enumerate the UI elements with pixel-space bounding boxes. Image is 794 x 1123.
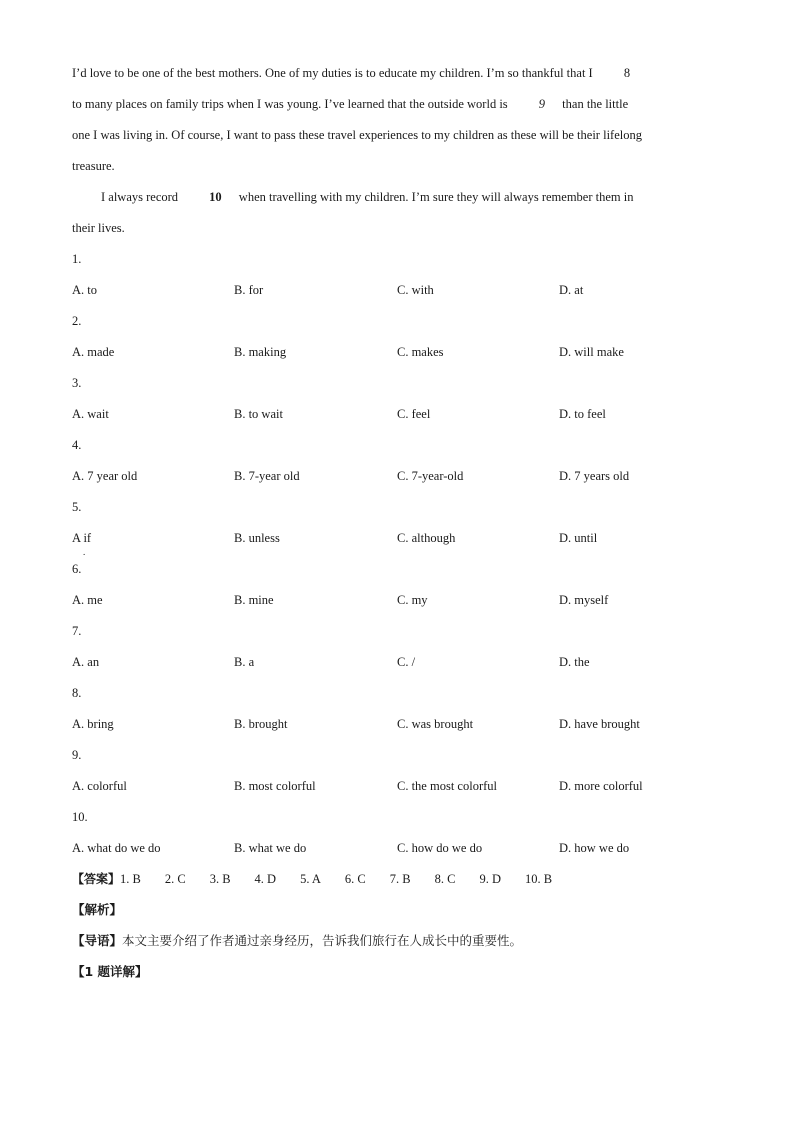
option-row: [72, 403, 722, 434]
option-d: D. at: [559, 283, 584, 297]
blank-9: 9: [538, 97, 546, 111]
option-d: D. how we do: [559, 841, 630, 855]
question-number: 3.: [72, 376, 82, 390]
option-c: C. makes: [397, 345, 444, 359]
option-a: A. an: [72, 655, 100, 669]
option-d: D. have brought: [559, 717, 640, 731]
option-a: A. 7 year old: [72, 469, 138, 483]
guide-text: 本文主要介绍了作者通过亲身经历，告诉我们旅行在人成长中的重要性。: [122, 933, 523, 948]
answer-item: 6. C: [344, 872, 366, 886]
question-number: 5.: [72, 500, 82, 514]
stray-dot: .: [83, 547, 86, 557]
option-a: A. wait: [72, 407, 109, 421]
answer-item: 5. A: [300, 872, 321, 886]
option-c: C. how do we do: [397, 841, 483, 855]
option-c: C. was brought: [397, 717, 474, 731]
option-c: C. with: [397, 283, 434, 297]
option-d: D. more colorful: [559, 779, 643, 793]
option-c: C. the most colorful: [397, 779, 497, 793]
passage-line: [72, 186, 722, 217]
option-c: C. my: [397, 593, 428, 607]
option-a: A. colorful: [72, 779, 127, 793]
question-number: 4.: [72, 438, 82, 452]
question-number: 7.: [72, 624, 82, 638]
blank-8: 8: [623, 66, 631, 80]
option-row: [72, 589, 722, 620]
analysis-heading: 【解析】: [72, 902, 123, 917]
question-number: 2.: [72, 314, 82, 328]
option-row: [72, 279, 722, 310]
option-b: B. to wait: [234, 407, 283, 421]
detail-heading: 【1 题详解】: [72, 964, 148, 979]
question-list: [72, 248, 722, 868]
passage-text: I always record: [101, 190, 179, 204]
question-number: 1.: [72, 252, 82, 266]
answer-item: 9. D: [479, 872, 501, 886]
answer-item: 10. B: [524, 872, 553, 886]
option-row: [72, 341, 722, 372]
answer-item: 7. B: [389, 872, 411, 886]
passage-line: one I was living in. Of course, I want to pass these travel experiences to my children as these will be their lifelong: [72, 128, 642, 142]
option-d: D. until: [559, 531, 598, 545]
option-c: C. /: [397, 655, 416, 669]
passage-line: their lives.: [72, 221, 125, 235]
answer-tag: 【答案】: [72, 872, 121, 886]
question-number: 9.: [72, 748, 82, 762]
passage-line: [72, 62, 722, 93]
option-d: D. 7 years old: [559, 469, 630, 483]
option-row: [72, 527, 722, 558]
answer-item: 8. C: [434, 872, 456, 886]
option-b: B. brought: [234, 717, 288, 731]
option-b: B. mine: [234, 593, 274, 607]
option-c: C. 7-year-old: [397, 469, 464, 483]
blank-10: 10: [209, 190, 222, 204]
option-b: B. most colorful: [234, 779, 316, 793]
option-a: A. made: [72, 345, 115, 359]
guide-tag: 【导语】: [72, 933, 123, 948]
option-d: D. the: [559, 655, 590, 669]
answer-row: [72, 868, 722, 899]
passage-line: treasure.: [72, 159, 115, 173]
answer-item: 3. B: [209, 872, 231, 886]
answer-item: 4. D: [254, 872, 277, 886]
answer-item: 2. C: [164, 872, 186, 886]
option-a: A. bring: [72, 717, 114, 731]
passage-text: to many places on family trips when I was young. I’ve learned that the outside world is: [72, 97, 508, 111]
question-number: 8.: [72, 686, 82, 700]
worksheet-page: [72, 62, 722, 992]
passage-text: I’d love to be one of the best mothers. One of my duties is to educate my children. I’m so thankful that I: [72, 66, 593, 80]
passage-text: when travelling with my children. I’m sure they will always remember them in: [238, 190, 634, 204]
option-a: A if: [72, 531, 92, 545]
passage-line: [72, 93, 722, 124]
option-row: [72, 465, 722, 496]
option-row: [72, 713, 722, 744]
answer-list: [120, 872, 576, 886]
option-c: C. feel: [397, 407, 431, 421]
option-row: [72, 837, 722, 868]
option-b: B. a: [234, 655, 255, 669]
guide-line: [72, 930, 722, 961]
option-a: A. me: [72, 593, 103, 607]
option-d: D. will make: [559, 345, 624, 359]
option-row: [72, 775, 722, 806]
option-row: [72, 651, 722, 682]
answer-item: 1. B: [120, 872, 141, 886]
option-a: A. what do we do: [72, 841, 161, 855]
option-c: C. although: [397, 531, 456, 545]
option-b: B. what we do: [234, 841, 307, 855]
option-d: D. to feel: [559, 407, 606, 421]
option-a: A. to: [72, 283, 97, 297]
question-number: 10.: [72, 810, 88, 824]
question-number: 6.: [72, 562, 82, 576]
option-b: B. making: [234, 345, 287, 359]
option-b: B. unless: [234, 531, 280, 545]
option-b: B. 7-year old: [234, 469, 300, 483]
passage-text: than the little: [562, 97, 629, 111]
option-b: B. for: [234, 283, 264, 297]
option-d: D. myself: [559, 593, 609, 607]
